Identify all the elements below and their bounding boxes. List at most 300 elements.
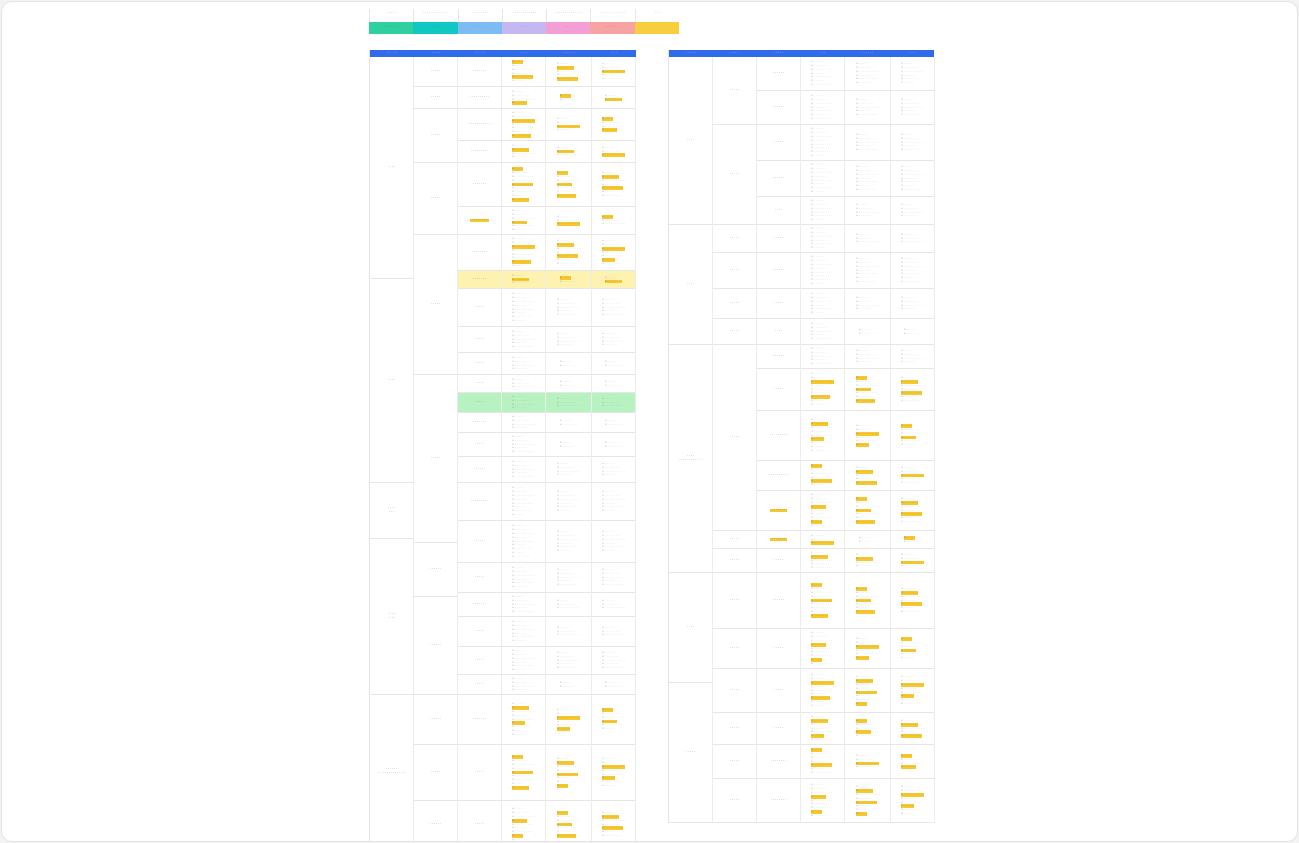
bullet-line: • · · · · · · · · [856,677,874,682]
left-detail-cell [592,207,636,235]
bullet-line: • · · · · · · · · · · [602,312,623,317]
bullet-line: • · · · · · · · [512,366,528,371]
bullet-line: • · · · · · · · · [856,499,874,504]
bullet-line: • · · · · · · [602,726,616,731]
bullet-line: • · · · · · [856,495,868,500]
bullet-line: • · · · · · · · [856,267,872,272]
bullet-line: • · · · · · · · [512,70,528,75]
bullet-line: • · · · · · · · · [903,330,922,335]
bullet-line: • · · · · · · · · · · · [602,68,625,73]
bullet-line: • · · · · · · · · [557,217,575,222]
bullet-line: • · · · · · · · · · · · [901,430,924,435]
right-row-name-cell [757,91,801,125]
bullet-line: • · · · · · · · · · · · [901,681,924,686]
left-row-name-cell [458,87,502,109]
bullet-line: • · · · · · · [901,394,915,399]
bullet-line: • · · · · · · · · · · · [901,760,924,765]
bullet-line: • · · · · · · · · · · [901,651,922,656]
right-row-name: · · · · · [773,235,784,240]
bullet-line: • · · · · · · · · · · [811,565,832,570]
bullet-line: • · · · · · · · · · · [602,771,623,776]
bullet-line: • · · · · · · · [557,718,573,723]
bullet-line: • · · · · · · · · [559,278,578,283]
bullet-line: • · · · · · · · [602,308,618,313]
bullet-line: • · · · · · · · · · [557,261,577,266]
bullet-line: • · · · · · · · · [512,397,530,402]
bullet-line: • · · · · · [901,701,913,706]
bullet-line: • · · · · · [901,752,913,757]
right-detail-cell [845,745,891,779]
right-row-name-cell [757,125,801,161]
left-detail-cell [502,235,546,271]
left-detail-cell [546,271,592,289]
bullet-line: • · · · · · · · [901,267,917,272]
bullet-line: • · · · · · · · [856,597,872,602]
bullet-line: • · · · · · [856,131,868,136]
left-row-name-cell [458,801,502,841]
bullet-line: • · · · · · [559,358,572,363]
left-row-name-cell [458,647,502,675]
bullet-line: • · · · · · [901,96,913,101]
bullet-line: • · · · · · · · · · · [901,799,922,804]
bullet-line: • · · · · · [901,495,913,500]
left-detail-cell [546,617,592,647]
bullet-line: • · · · · · · · · [559,96,578,101]
bullet-line: • · · · · · [856,717,868,722]
bullet-line: • · · · · · · · · [512,622,530,627]
bullet-line: • · · · · · · · · · · [856,799,877,804]
bullet-line: • · · · · · · · [512,630,528,635]
right-detail-cell [891,125,935,161]
legend-header-6: · · · [635,9,679,22]
bullet-line: • · · · · · [811,746,823,751]
bullet-line: • · · · · · · · · [901,677,919,682]
left-table [369,50,636,841]
bullet-line: • · · · · · · · · [856,589,874,594]
bullet-line: • · · · · · [604,417,617,422]
bullet-line: • · · · · · · · · · · [811,336,832,341]
bullet-line: • · · · · · [602,296,614,301]
bullet-line: • · · · · · [557,330,569,335]
bullet-line: • · · · · · · [512,504,526,509]
bullet-line: • · · · · · [903,326,916,331]
left-subgroup-cell: · · · · · · [414,801,458,841]
bullet-line: • · · · · · · · · [901,756,919,761]
bullet-line: • · · · · · [811,444,823,449]
bullet-line: • · · · · · [557,60,569,65]
bullet-line: • · · · · · · · · [901,499,919,504]
bullet-line: • · · · · · · · [811,302,827,307]
bullet-line: • · · · · · · · · · · [557,771,578,776]
right-detail-cell [801,573,845,629]
bullet-line: • · · · · · [856,585,868,590]
bullet-line: • · · · · · · · · [557,173,575,178]
bullet-line: • · · · · · · · · · · · [557,468,580,473]
right-row-name: · · · · · · · [771,536,786,541]
bullet-line: • · · · · · [811,197,823,202]
bullet-line: • · · · · · [856,374,868,379]
bullet-line: • · · · · · [856,96,868,101]
bullet-line: • · · · · · · · · [557,464,575,469]
bullet-line: • · · · · · · [856,515,870,520]
bullet-line: • · · · · · · · [901,476,917,481]
bullet-line: • · · · · · · · · · · · [602,496,625,501]
bullet-line: • · · · · · · · · · · [811,432,832,437]
bullet-line: • · · · · · · · · · · · [557,403,580,408]
left-detail-cell [592,433,636,457]
bullet-line: • · · · · · [811,462,823,467]
left-detail-cell [592,235,636,271]
left-detail-cell [592,521,636,563]
bullet-line: • · · · · · · · · · · · [856,68,879,73]
bullet-line: • · · · · · · · · · · [811,177,832,182]
bullet-line: • · · · · · · · · · · [856,76,877,81]
bullet-line: • · · · · · · · · [901,639,919,644]
right-detail-cell [891,629,935,669]
bullet-line: • · · · · · [512,318,524,323]
bullet-line: • · · · · · · · · · [856,279,876,284]
bullet-line: • · · · · · · · [512,605,528,610]
bullet-line: • · · · · · · · [557,500,573,505]
bullet-line: • · · · · · · · · · · · [557,817,580,822]
bullet-line: • · · · · · · · [811,332,827,337]
bullet-line: • · · · · · · · · [512,380,530,385]
bullet-line: • · · · · · [557,706,569,711]
bullet-line: • · · · · · [602,60,614,65]
bullet-line: • · · · · · · · · · · · [557,605,580,610]
bullet-line: • · · · · · · · · [557,813,575,818]
bullet-line: • · · · · · · · · · · · [512,601,535,606]
bullet-line: • · · · · · · · [602,127,618,132]
bullet-line: • · · · · · · · · · · · [557,123,580,128]
bullet-line: • · · · · · · · [602,500,618,505]
bullet-line: • · · · · · · · · · · · [856,104,879,109]
bullet-line: • · · · · · · · · · · [856,179,877,184]
bullet-line: • · · · · · · · · [559,443,578,448]
bullet-line: • · · · · · · · · [559,362,578,367]
left-detail-cell [502,353,546,375]
bullet-line: • · · · · · · · · · [901,279,921,284]
bullet-line: • · · · · · · · · · · · [856,209,879,214]
bullet-line: • · · · · · · · [512,712,528,717]
bullet-line: • · · · · · · · [856,563,872,568]
bullet-line: • · · · · · · · · · [811,737,831,742]
bullet-line: • · · · · · · · · [856,756,874,761]
bullet-line: • · · · · · · · · [557,148,575,153]
right-subgroup-cell: · · · · · [713,125,757,225]
left-row-name: · · · · · [474,336,485,341]
bullet-line: • · · · · · · · · · · · [811,205,834,210]
left-row-name: · · · · · · · [472,419,487,424]
bullet-line: • · · · · · · · · [811,717,829,722]
left-detail-cell [592,375,636,393]
bullet-line: • · · · · · · [811,112,825,117]
bullet-line: • · · · · · · · · · · · [512,173,535,178]
bullet-line: • · · · · · · [856,605,870,610]
bullet-line: • · · · · · [604,274,617,279]
bullet-line: • · · · · · [856,635,868,640]
left-row-name: · · · · · · · · · [470,148,489,153]
right-row-name: · · · · · [773,139,784,144]
right-detail-cell [801,461,845,491]
right-subgroup-cell: · · · · · [713,531,757,549]
left-detail-cell [592,327,636,353]
left-subgroup-cell: · · · · · [414,57,458,87]
bullet-line: • · · · · · · [557,775,571,780]
bullet-line: • · · · · · · · · · · · [856,643,879,648]
bullet-line: • · · · · · · · [557,308,573,313]
bullet-line: • · · · · · · [811,273,825,278]
bullet-line: • · · · · · · · · [557,64,575,69]
bullet-line: • · · · · · · · · · · [856,601,877,606]
bullet-line: • · · · · · [811,92,823,97]
bullet-line: • · · · · · · · · · · · [901,725,924,730]
right-row-name: · · · · [774,328,783,333]
bullet-line: • · · · · · · · · · · · [512,384,535,389]
bullet-line: • · · · · · [512,564,524,569]
bullet-line: • · · · · · · [856,394,870,399]
right-row-name: · · · · · [773,386,784,391]
bullet-line: • · · · · · [604,679,617,684]
bullet-line: • · · · · · · · · [604,421,623,426]
bullet-line: • · · · · · · · · [602,464,620,469]
bullet-line: • · · · · · · · [811,173,827,178]
bullet-line: • · · · · · · · · · · · [557,714,580,719]
right-row-name-cell [757,197,801,225]
bullet-line: • · · · · · · · · · · [901,390,922,395]
bullet-line: • · · · · · · [512,129,526,134]
left-detail-cell [592,353,636,375]
bullet-line: • · · · · · · · · · · [856,480,877,485]
bullet-line: • · · · · · · · · [856,351,874,356]
bullet-line: • · · · · · · · · [856,298,874,303]
left-row-name: · · · · · [474,360,485,365]
bullet-line: • · · · · · · · · · · · [856,302,879,307]
bullet-line: • · · · · · [604,92,617,97]
left-detail-cell [546,433,592,457]
right-detail-cell [801,319,845,345]
bullet-line: • · · · · · · · [811,758,827,763]
bullet-line: • · · · · · [901,231,913,236]
left-row-name: · · · · · [474,380,485,385]
bullet-line: • · · · · · · · · [557,628,575,633]
bullet-line: • · · · · · · · · · · · [512,813,535,818]
legend-swatch-4: · · · · [546,22,590,34]
bullet-line: • · · · · · · · [811,474,827,479]
bullet-line: • · · · · · · · [512,817,528,822]
right-row-name-cell [757,57,801,91]
left-row-name: · · · · · [474,821,485,826]
bullet-line: • · · · · · · · · [811,703,829,708]
bullet-line: • · · · · · · · · [901,787,919,792]
bullet-line: • · · · · · [901,551,913,556]
bullet-line: • · · · · · · · · · · · [901,209,924,214]
left-detail-cell [502,289,546,327]
right-row-name-cell [757,461,801,491]
bullet-line: • · · · · · [856,163,868,168]
bullet-line: • · · · · · · · [602,181,618,186]
bullet-line: • · · · · · [602,460,614,465]
bullet-line: • · · · · · · · · · · · [557,68,580,73]
bullet-line: • · · · · · · · · [811,536,829,541]
bullet-line: • · · · · · [602,237,614,242]
right-group-cell: · · · · [669,57,713,225]
bullet-line: • · · · · · · · · · · · [557,536,580,541]
bullet-line: • · · · · · · · · · · [512,663,533,668]
bullet-line: • · · · · · · · · · · · [602,152,625,157]
left-row-name: · · · · · · [473,466,486,471]
bullet-line: • · · · · · · · · [512,62,530,67]
bullet-line: • · · · · · · · [557,767,573,772]
bullet-line: • · · · · · [559,679,572,684]
bullet-line: • · · · · · · · · · · · [602,221,625,226]
legend-header-4: · · · · · · · · · · · · · · [546,9,590,22]
bullet-line: • · · · · · [512,781,524,786]
bullet-line: • · · · · · · · · [811,585,829,590]
bullet-line: • · · · · · · · · [901,235,919,240]
left-row-name: · · · · · [474,441,485,446]
bullet-line: • · · · · · · · [811,641,827,646]
left-detail-cell [546,483,592,521]
bullet-line: • · · · · · · [811,691,825,696]
bullet-line: • · · · · · · · · [557,653,575,658]
bullet-line: • · · · · · · · · [602,217,620,222]
bullet-line: • · · · · · · [512,667,526,672]
bullet-line: • · · · · · · · · · · · [557,632,580,637]
bullet-line: • · · · · · [811,290,823,295]
bullet-line: • · · · · · [557,624,569,629]
left-subgroup-cell: · · · · · [414,87,458,109]
bullet-line: • · · · · · · · · [856,639,874,644]
bullet-line: • · · · · · · · · [856,787,874,792]
bullet-line: • · · · · · · · · [512,704,530,709]
bullet-line: • · · · · · · · [901,108,917,113]
bullet-line: • · · · · · · [856,655,870,660]
bullet-line: • · · · · · · · · [557,241,575,246]
left-row-name: · · · · · · [473,538,486,543]
bullet-line: • · · · · · · · · · · · [557,496,580,501]
bullet-line: • · · · · · · · · · · · [811,721,834,726]
right-subgroup-cell: · · · · · [713,713,757,745]
right-detail-cell [891,197,935,225]
bullet-line: • · · · · · [559,92,572,97]
bullet-line: • · · · · · · · · [858,330,877,335]
left-column-header-2: · · · · · [475,51,485,55]
left-row-name: · · · · · · · · [471,217,488,222]
left-detail-cell [546,695,592,745]
bullet-line: • · · · · · · · · [901,351,919,356]
left-subgroup-cell: · · · · · [414,163,458,235]
legend-header-0: · · · · · [369,9,413,22]
right-row-name: · · · · · · · · [770,797,787,802]
bullet-line: • · · · · · · · · · · · [811,328,834,333]
bullet-line: • · · · · · · · · · · [901,76,922,81]
bullet-line: • · · · · · · [557,548,571,553]
bullet-line: • · · · · · [557,649,569,654]
right-detail-cell [845,319,891,345]
bullet-line: • · · · · · · [602,829,616,834]
bullet-line: • · · · · · [901,374,913,379]
bullet-line: • · · · · · · · · · · · [512,655,535,660]
bullet-line: • · · · · · · · · · · [512,580,533,585]
bullet-line: • · · · · · · [811,482,825,487]
bullet-line: • · · · · · · [811,511,825,516]
left-row-name-cell [458,109,502,141]
bullet-line: • · · · · · · · · [559,683,578,688]
bullet-line: • · · · · · · · · [856,167,874,172]
left-column-header-1: · · · · [432,51,440,55]
bullet-line: • · · · · · · · · [602,148,620,153]
bullet-line: • · · · · · [512,272,524,277]
bullet-line: • · · · · · · · [512,445,528,450]
left-detail-cell [592,563,636,593]
bullet-line: • · · · · · · · [811,683,827,688]
bullet-line: • · · · · · · · · · · [512,125,533,130]
bullet-line: • · · · · · [856,231,868,236]
bullet-line: • · · · · · · · [512,247,528,252]
bullet-line: • · · · · · · · · · · · [901,643,924,648]
left-detail-cell [546,327,592,353]
left-row-name-cell [458,141,502,163]
bullet-line: • · · · · · · [901,183,915,188]
bullet-line: • · · · · · · · · · · [512,181,533,186]
bullet-line: • · · · · · · · · · [512,133,532,138]
bullet-line: • · · · · · · · [856,507,872,512]
bullet-line: • · · · · · · · · · · · [856,171,879,176]
right-subgroup-cell: · · · · · [713,319,757,345]
bullet-line: • · · · · · · · · · · · [557,177,580,182]
right-row-name-cell [757,253,801,289]
left-detail-cell [592,483,636,521]
bullet-line: • · · · · · · · [512,765,528,770]
bullet-line: • · · · · · [856,422,868,427]
right-row-name-cell [757,411,801,461]
bullet-line: • · · · · · · [602,508,616,513]
left-row-name: · · · · · [474,399,485,404]
bullet-line: • · · · · · [856,551,868,556]
bullet-line: • · · · · · · · · [811,448,829,453]
right-column-header-5: · · · [909,51,915,55]
bullet-line: • · · · · · · · · · · · [856,725,879,730]
bullet-line: • · · · · · [901,255,913,260]
legend-swatch-5: · · · · · · · · [590,22,634,34]
bullet-line: • · · · · · · · · · · [856,271,877,276]
bullet-line: • · · · · · [811,189,823,194]
bullet-line: • · · · · · [901,811,913,816]
bullet-line: • · · · · · [811,153,823,158]
bullet-line: • · · · · · · · · · · · [512,530,535,535]
left-row-name-cell [458,593,502,617]
bullet-line: • · · · · · · · · [856,259,874,264]
bullet-line: • · · · · · [512,647,524,652]
bullet-line: • · · · · · [602,597,614,602]
left-detail-cell [502,393,546,413]
bullet-line: • · · · · · · · · · [512,777,532,782]
bullet-line: • · · · · · · · · · · · [901,139,924,144]
left-detail-cell [592,457,636,483]
bullet-line: • · · · · · [856,347,868,352]
bullet-line: • · · · · · · · · · · · [602,817,625,822]
bullet-line: • · · · · · · · · [856,64,874,69]
legend-header-5: · · · · · · · · · · · · [590,9,634,22]
bullet-line: • · · · · · · · · [602,601,620,606]
bullet-line: • · · · · · · · · · [811,394,831,399]
bullet-line: • · · · · · · · · [602,628,620,633]
bullet-line: • · · · · · [604,378,617,383]
bullet-line: • · · · · · · · · [602,813,620,818]
bullet-line: • · · · · · · [811,649,825,654]
bullet-line: • · · · · · · · · · · [811,507,832,512]
